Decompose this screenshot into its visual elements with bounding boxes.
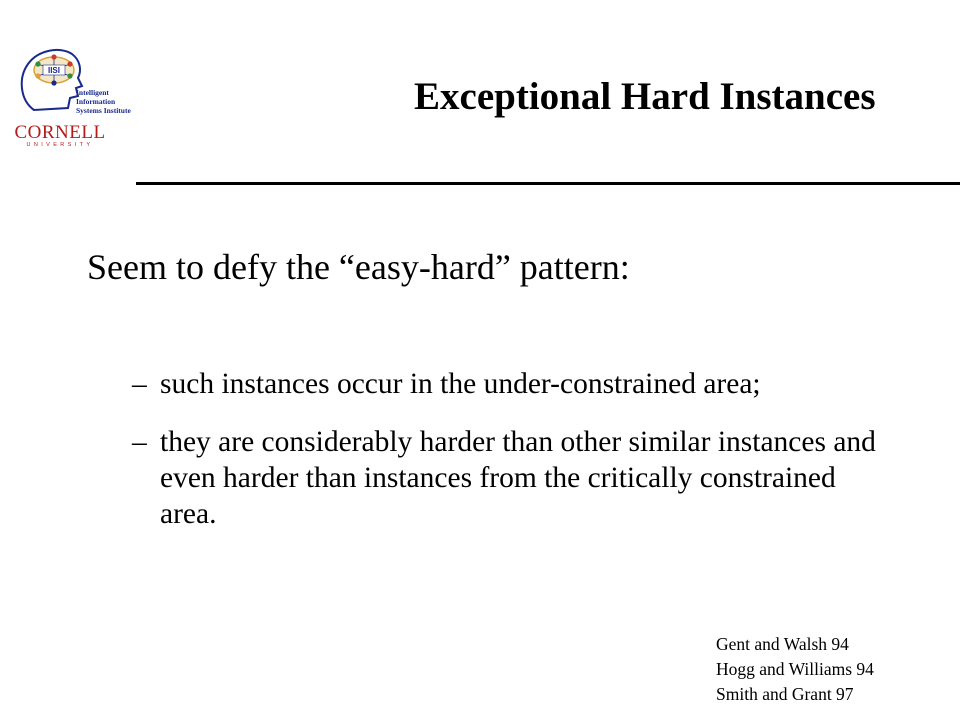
cornell-logo: [14, 124, 106, 150]
intro-statement: Seem to defy the “easy-hard” pattern:: [87, 247, 630, 287]
iisi-name: [76, 88, 148, 115]
slide-title: Exceptional Hard Instances: [414, 75, 876, 118]
cornell-subtitle: UNIVERSITY: [26, 142, 94, 148]
bullet-dash: –: [132, 368, 147, 400]
iisi-mark-text: IISI: [47, 66, 61, 75]
citations: [716, 632, 874, 707]
citation-entry: Gent and Walsh 94: [716, 634, 849, 654]
citation-entry: Smith and Grant 97: [716, 684, 854, 704]
citation-entry: Hogg and Williams 94: [716, 659, 874, 679]
bullet-list: [132, 366, 880, 554]
bullet-text: they are considerably harder than other similar instances and even harder than instances from the critically constrained area.: [160, 426, 876, 530]
title-underline-rule: [136, 182, 960, 185]
iisi-name-line: Systems Institute: [76, 106, 131, 115]
bullet-item: [132, 424, 880, 532]
bullet-item: [132, 366, 880, 402]
iisi-name-line: Intelligent Information: [76, 88, 116, 106]
bullet-text: such instances occur in the under-constrained area;: [160, 368, 761, 400]
bullet-dash: –: [132, 426, 147, 458]
header-logos: [12, 40, 142, 160]
cornell-name: CORNELL: [14, 122, 106, 143]
